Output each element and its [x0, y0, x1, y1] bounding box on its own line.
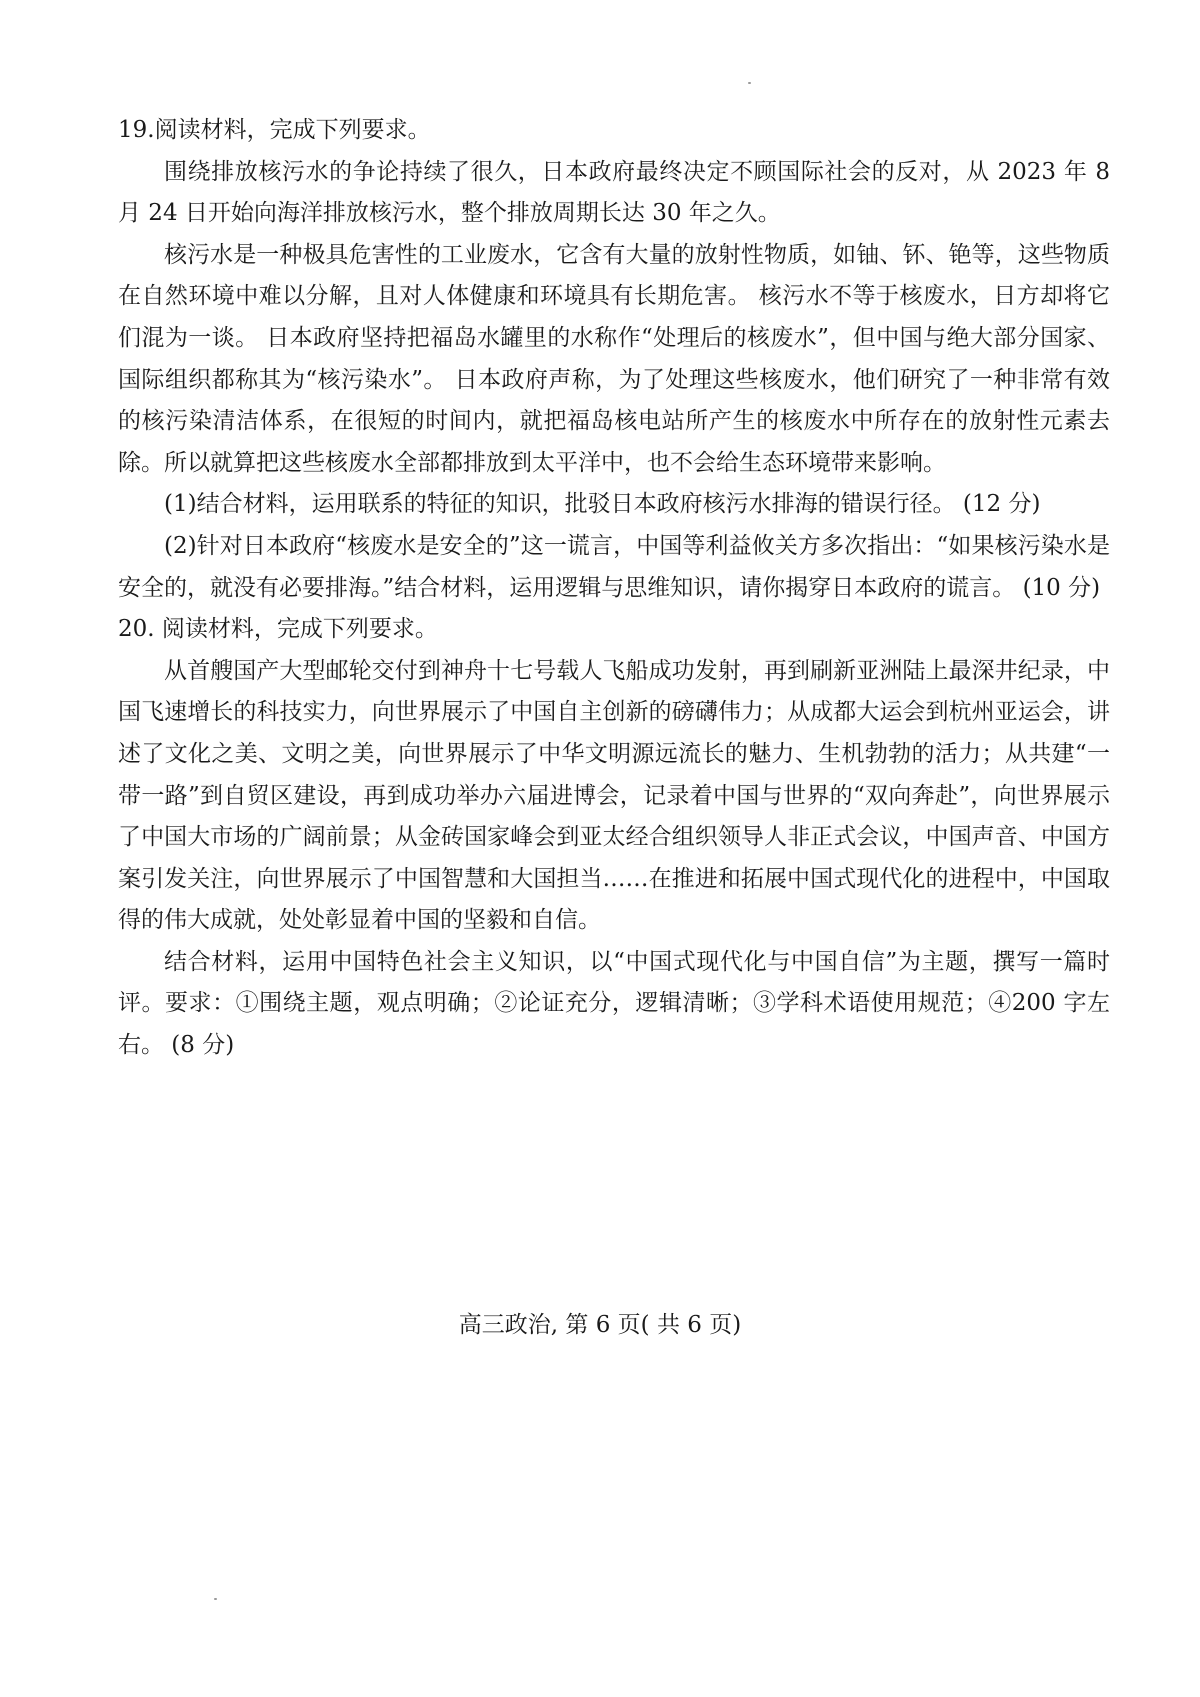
task-paragraph: 结合材料，运用中国特色社会主义知识，以“中国式现代化与中国自信”为主题，撰写一篇时评。要求：①围绕主题，观点明确；②论证充分，逻辑清晰；③学科术语使用规范；④200 字左右。 (8 分) — [118, 948, 1110, 1059]
question-19-header — [118, 110, 1110, 152]
sub-question-1: (1)结合材料，运用联系的特征的知识，批驳日本政府核污水排海的错误行径。 (12 分) — [164, 491, 1041, 518]
page-footer: 高三政治, 第 6 页( 共 6 页) — [458, 1312, 742, 1338]
question-20 — [118, 609, 1110, 1067]
material-paragraph: 核污水是一种极具危害性的工业废水，它含有大量的放射性物质，如铀、钚、铯等，这些物质在自然环境中难以分解，且对人体健康和环境具有长期危害。 核污水不等于核废水，日方却将它们混为一谈。 日本政府坚持把福岛水罐里的水称作“处理后的核废水”，但中国与绝大部分国家、国际组织都称其为“核污染水”。 日本政府声称，为了处理这些核废水，他们研究了一种非常有效的核污染清洁体系，在很短的时间内，就把福岛核电站所产生的核废水中所存在的放射性元素去除。所以就算把这些核废水全部都排放到太平洋中，也不会给生态环境带来影响。 — [118, 241, 1110, 476]
scan-speck — [748, 82, 751, 84]
question-19 — [118, 110, 1110, 609]
question-number: 19. — [118, 117, 155, 143]
question-instruction: 阅读材料，完成下列要求。 — [154, 117, 431, 143]
question-number: 20. — [118, 616, 155, 643]
page-content — [118, 110, 1110, 1067]
material-paragraph: 从首艘国产大型邮轮交付到神舟十七号载人飞船成功发射，再到刷新亚洲陆上最深井纪录，中国飞速增长的科技实力，向世界展示了中国自主创新的磅礴伟力；从成都大运会到杭州亚运会，讲述了文化之美、文明之美，向世界展示了中华文明源远流长的魅力、生机勃勃的活力；从共建“一带一路”到自贸区建设，再到成功举办六届进博会，记录着中国与世界的“双向奔赴”，向世界展示了中国大市场的广阔前景；从金砖国家峰会到亚太经合组织领导人非正式会议，中国声音、中国方案引发关注，向世界展示了中国智慧和大国担当……在推进和拓展中国式现代化的进程中，中国取得的伟大成就，处处彰显着中国的坚毅和自信。 — [118, 657, 1110, 934]
sub-question-2: (2)针对日本政府“核废水是安全的”这一谎言，中国等利益攸关方多次指出：“如果核污染水是安全的，就没有必要排海。”结合材料，运用逻辑与思维知识，请你揭穿日本政府的谎言。 (10 分) — [118, 532, 1110, 601]
material-paragraph: 围绕排放核污水的争论持续了很久，日本政府最终决定不顾国际社会的反对，从 2023 年 8 月 24 日开始向海洋排放核污水，整个排放周期长达 30 年之久。 — [118, 158, 1110, 227]
question-20-header — [118, 609, 1110, 651]
question-instruction: 阅读材料，完成下列要求。 — [154, 616, 438, 643]
scan-speck — [214, 1598, 217, 1600]
